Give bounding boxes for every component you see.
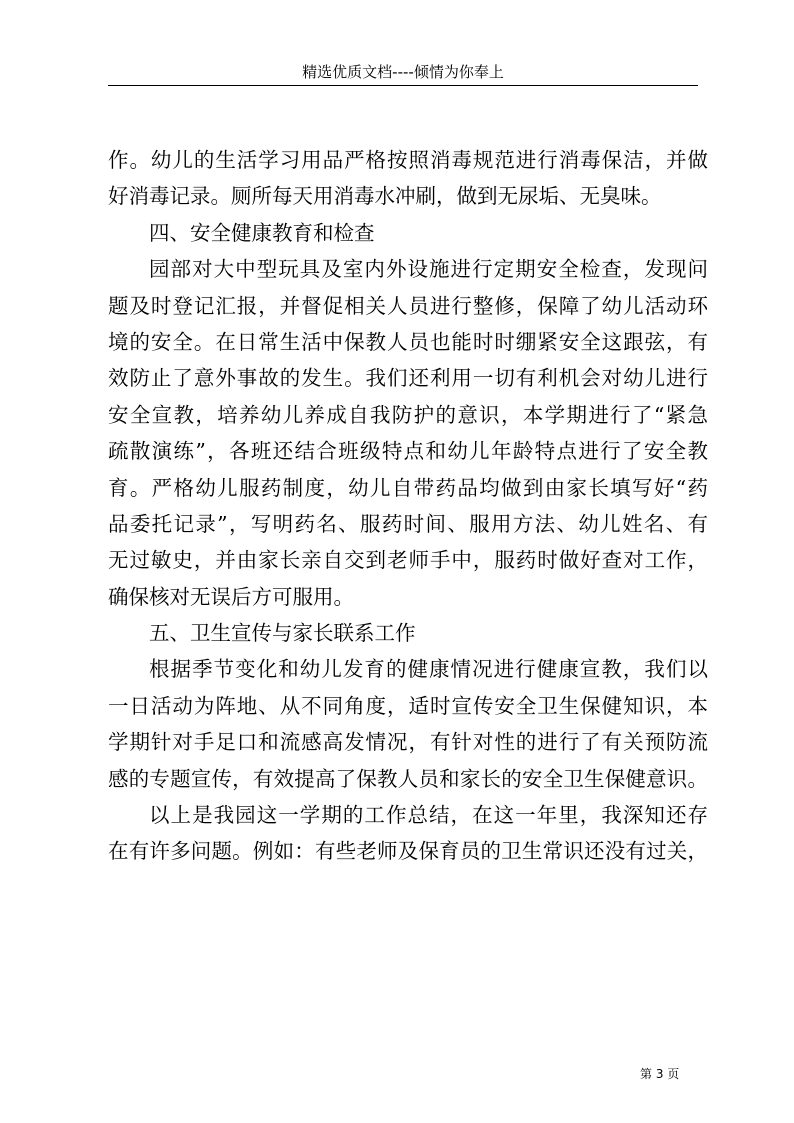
text-line: 一日活动为阵地、从不同角度，适时宣传安全卫生保健知识，本	[108, 693, 708, 718]
text-line: 育。严格幼儿服药制度，幼儿自带药品均做到由家长填写好“药	[108, 475, 708, 500]
text-line: 品委托记录”，写明药名、服药时间、服用方法、幼儿姓名、有	[108, 511, 708, 536]
text-line: 根据季节变化和幼儿发育的健康情况进行健康宣教，我们以	[149, 657, 708, 682]
text-line: 园部对大中型玩具及室内外设施进行定期安全检查，发现问	[149, 257, 708, 282]
text-line: 无过敏史，并由家长亲自交到老师手中，服药时做好查对工作，	[108, 548, 708, 573]
text-line: 疏散演练”，各班还结合班级特点和幼儿年龄特点进行了安全教	[108, 439, 708, 464]
page-header: 精选优质文档----倾情为你奉上	[302, 63, 504, 81]
text-line: 作。幼儿的生活学习用品严格按照消毒规范进行消毒保洁，并做	[108, 148, 708, 172]
section-heading: 四、安全健康教育和检查	[149, 220, 375, 245]
text-line: 安全宣教，培养幼儿养成自我防护的意识，本学期进行了“紧急	[108, 402, 708, 427]
text-line: 效防止了意外事故的发生。我们还利用一切有利机会对幼儿进行	[108, 366, 708, 391]
page-number: 第 3 页	[640, 1067, 680, 1081]
text-line: 学期针对手足口和流感高发情况，有针对性的进行了有关预防流	[108, 730, 708, 755]
text-line: 境的安全。在日常生活中保教人员也能时时绷紧安全这跟弦，有	[108, 329, 708, 354]
text-line: 确保核对无误后方可服用。	[108, 584, 354, 609]
text-line: 好消毒记录。厕所每天用消毒水冲刷，做到无尿垢、无臭味。	[108, 184, 662, 209]
section-heading: 五、卫生宣传与家长联系工作	[149, 621, 416, 646]
document-body	[108, 142, 708, 870]
text-line: 在有许多问题。例如：有些老师及保育员的卫生常识还没有过关，	[108, 839, 708, 864]
text-line: 感的专题宣传，有效提高了保教人员和家长的安全卫生保健意识。	[108, 766, 708, 791]
text-line: 以上是我园这一学期的工作总结，在这一年里，我深知还存	[149, 803, 708, 828]
text-line: 题及时登记汇报，并督促相关人员进行整修，保障了幼儿活动环	[108, 293, 708, 318]
header-rule	[108, 85, 698, 86]
